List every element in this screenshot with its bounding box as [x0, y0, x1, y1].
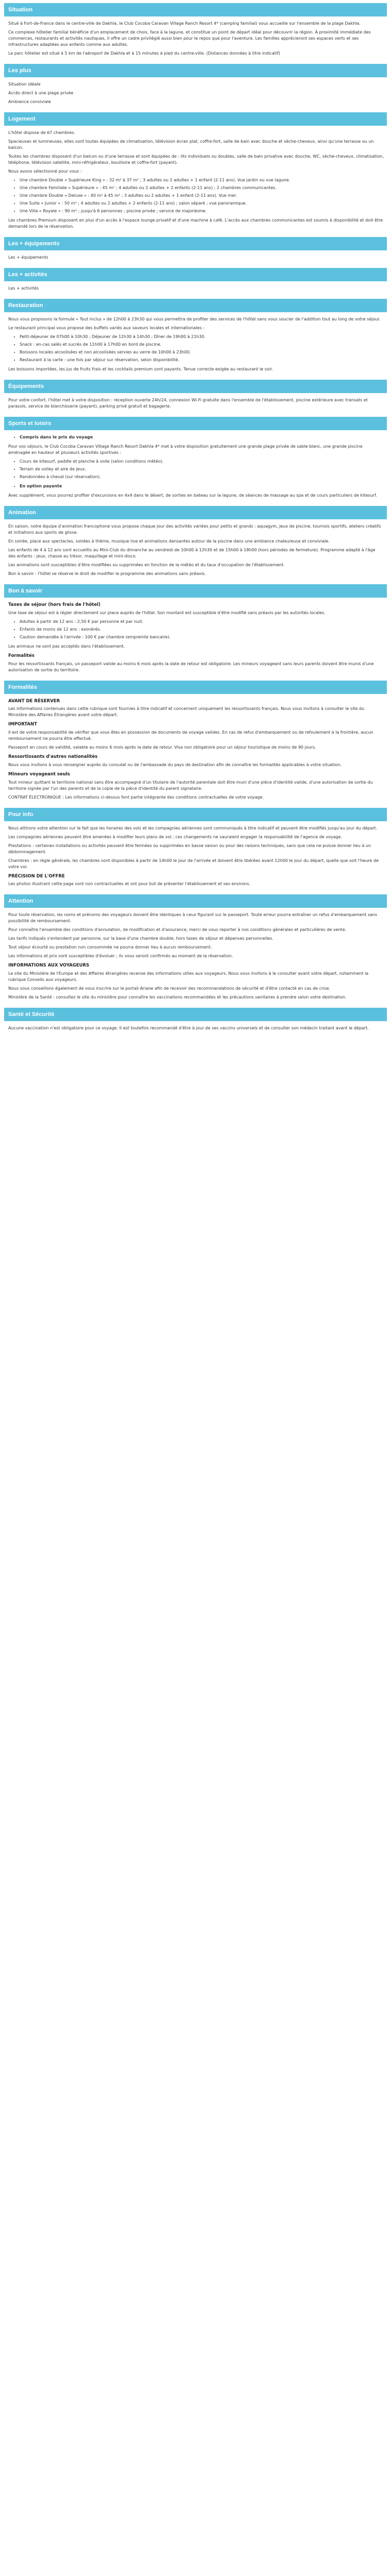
info-paragraph: Chambres : en règle générale, les chambres sont disponibles à partir de 14h00 le jour de l'arrivée et doivent être libérées avant 12h00 le jour du départ, quelle que soit l'heure de votre vol.: [8, 858, 379, 869]
bon-a-savoir-heading: Taxes de séjour (hors frais de l'hôtel): [8, 602, 101, 607]
info-paragraph: Nous attirons votre attention sur le fait que les horaires des vols et les compagnies aériennes sont communiqués à titre indicatif et peuvent être modifiés jusqu'au jour du départ.: [8, 825, 378, 831]
bon-a-savoir-list: [20, 619, 384, 640]
list-item: • Une Villa « Royale » : 90 m² ; jusqu'à 6 personnes ; piscine privée ; service de majordome.: [20, 208, 384, 214]
restauration-block: [4, 316, 387, 372]
bon-a-savoir-paragraph: Une taxe de séjour est à régler directement sur place auprès de l'hôtel. Son montant est susceptible d'être modifié sans préavis par les autorités locales.: [8, 610, 325, 615]
section-header-animation: Animation: [4, 506, 387, 519]
sante-paragraph: Aucune vaccination n'est obligatoire pour ce voyage. Il est toutefois recommandé d'être à jour de ses vaccins universels et de consulter son médecin traitant avant le départ.: [8, 1026, 369, 1030]
formalites-block: [4, 698, 387, 801]
info-block: [4, 825, 387, 888]
situation-block: [4, 21, 387, 57]
list-item: • Boissons locales alcoolisées et non alcoolisées servies au verre de 10h00 à 23h00.: [20, 349, 384, 355]
formalites-heading: IMPORTANT: [8, 722, 37, 727]
formalites-paragraph: Il est de votre responsabilité de vérifier que vous êtes en possession de documents de voyage valides. En cas de refus d'embarquement ou de refoulement à la frontière, aucun remboursement ne pourra être effectué.: [8, 730, 373, 741]
section-header-formalites: Formalités: [4, 681, 387, 694]
list-item: • Snack : en-cas salés et sucrés de 11h00 à 17h00 en bord de piscine.: [20, 342, 384, 348]
formalites-paragraph: Tout mineur quittant le territoire national sans être accompagné d'un titulaire de l'autorité parentale doit être muni d'une pièce d'identité valide, d'une autorisation de sortie du territoire signée par l'un des parents et de la copie de la pièce d'identité du parent signataire.: [8, 779, 373, 791]
plus-equipements-text: Les + équipements: [8, 255, 48, 260]
list-item: • Une chambre Double « Deluxe » : 40 m² à 45 m² ; 3 adultes ou 2 adultes + 1 enfant (2-11 ans). Vue mer.: [20, 193, 384, 199]
sports-block: [4, 434, 387, 499]
attention-paragraph: Pour toute réservation, les noms et prénoms des voyageurs doivent être identiques à ceux figurant sur le passeport. Toute erreur pourra entraîner un refus d'embarquement sans possibilité de remboursement.: [8, 912, 378, 924]
sports-payant-list: [20, 483, 384, 489]
sports-inclus-list: [20, 434, 384, 440]
situation-paragraph: Ce complexe hôtelier familial bénéficie d'un emplacement de choix, face à la lagune, et constitue un point de départ idéal pour découvrir la région. À proximité immédiate des commerces, restaurants et activités nautiques, il offre un cadre privilégié aussi bien pour le repos que pour l'aventure. Les familles apprécieront ses espaces verts et ses infrastructures adaptées aux enfants comme aux adultes.: [8, 30, 371, 47]
formalites-heading: Mineurs voyageant seuls: [8, 771, 70, 777]
logement-paragraph: Spacieuses et lumineuses, elles sont toutes équipées de climatisation, télévision écran plat, coffre-fort, salle de bain avec douche et sèche-cheveux, ainsi qu'une terrasse ou un balcon.: [8, 139, 374, 150]
animation-paragraph: En saison, notre équipe d'animation francophone vous propose chaque jour des activités variées pour petits et grands : aquagym, jeux de piscine, tournois sportifs, ateliers créatifs et initiations aux sports de glisse.: [8, 524, 381, 535]
section-header-sante: Santé et Sécurité: [4, 1008, 387, 1021]
attention-paragraph: Les informations et prix sont susceptibles d'évoluer ; ils vous seront confirmés au moment de la réservation.: [8, 954, 233, 959]
plus-equipements-block: [4, 255, 387, 261]
sports-payant-title: En option payante: [20, 484, 62, 488]
sports-inclus-title: Compris dans le prix du voyage: [20, 435, 93, 439]
formalites-heading: AVANT DE RÉSERVER: [8, 698, 60, 704]
animation-block: [4, 523, 387, 577]
animation-paragraph: En soirée, place aux spectacles, soirées à thème, musique live et animations dansantes autour de la piscine dans une ambiance chaleureuse et conviviale.: [8, 539, 330, 544]
attention-paragraph: Pour connaître l'ensemble des conditions d'annulation, de modification et d'assurance, merci de vous reporter à nos conditions générales et particulières de vente.: [8, 927, 347, 933]
info-paragraph: Les compagnies aériennes peuvent être amenées à modifier leurs plans de vol ; ces changements ne sauraient engager la responsabilité de l'agence de voyage.: [8, 834, 343, 839]
bon-a-savoir-paragraph: Pour les ressortissants français, un passeport valide au moins 6 mois après la date de retour est obligatoire. Les mineurs voyageant sans leurs parents doivent être munis d'une autorisation de sortie du territoire.: [8, 661, 374, 672]
restauration-paragraph: Le restaurant principal vous propose des buffets variés aux saveurs locales et internationales :: [8, 326, 205, 330]
plus-block: [4, 81, 387, 105]
list-item: • Terrain de volley et aire de jeux.: [20, 466, 384, 472]
attention-paragraph: Tout séjour écourté ou prestation non consommée ne pourra donner lieu à aucun remboursement.: [8, 945, 212, 950]
logement-paragraph: L'hôtel dispose de 67 chambres.: [8, 130, 75, 135]
bon-a-savoir-heading: Formalités: [8, 653, 35, 658]
list-item: • Adultes à partir de 12 ans : 2,50 € par personne et par nuit.: [20, 619, 384, 625]
equipements-block: [4, 397, 387, 410]
plus-item: Situation idéale: [8, 82, 41, 87]
sports-inclus-text: Pour vos séjours, le Club Cocoba Caravan Village Ranch Resort Dakhla 4* met à votre disposition gratuitement une grande plage privée de sable blanc, une grande piscine aménagée en hauteur et plusieurs activités sportives :: [8, 444, 363, 455]
restauration-paragraph: Nous vous proposons la formule « Tout inclus » de 12h00 à 23h30 qui vous permettra de profiter des services de l'hôtel sans vous soucier de l'addition tout au long de votre séjour.: [8, 317, 381, 321]
attention-paragraph: Les tarifs indiqués s'entendent par personne, sur la base d'une chambre double, hors taxes de séjour et dépenses personnelles.: [8, 936, 274, 941]
logement-subtitle: Nous avons sélectionné pour vous :: [8, 169, 82, 174]
section-header-attention: Attention: [4, 894, 387, 908]
attention-heading: INFORMATIONS AUX VOYAGEURS: [8, 963, 89, 969]
info-paragraph: Prestations : certaines installations ou activités peuvent être fermées ou supprimées en basse saison ou pour des raisons techniques, sans que cela ne puisse donner lieu à un dédommagement.: [8, 843, 371, 854]
list-item: • Restaurant à la carte : une fois par séjour sur réservation, selon disponibilité.: [20, 357, 384, 363]
attention-block: [4, 912, 387, 1001]
animation-paragraph: Les animations sont susceptibles d'être modifiées ou supprimées en fonction de la météo et du taux d'occupation de l'établissement.: [8, 563, 285, 567]
list-item: • Cours de kitesurf, paddle et planche à voile (selon conditions météo).: [20, 459, 384, 465]
restauration-list: [20, 334, 384, 363]
bon-a-savoir-paragraph: Les animaux ne sont pas acceptés dans l'établissement.: [8, 643, 125, 649]
section-header-logement: Logement: [4, 112, 387, 126]
formalites-paragraph: Nous vous invitons à vous renseigner auprès du consulat ou de l'ambassade du pays de destination afin de connaître les formalités applicables à votre situation.: [8, 762, 342, 767]
sports-inclus-heading: [20, 434, 384, 440]
plus-item: Ambiance conviviale: [8, 99, 51, 104]
list-item: • Randonnées à cheval (sur réservation).: [20, 474, 384, 480]
formalites-heading: Ressortissants d'autres nationalités: [8, 754, 98, 759]
attention-paragraph: Nous vous conseillons également de vous inscrire sur le portail Ariane afin de recevoir des recommandations de sécurité et d'être contacté en cas de crise.: [8, 986, 331, 991]
list-item: • Une chambre Double « Supérieure King » : 32 m² à 37 m² ; 3 adultes ou 2 adultes + 1 enfant (2-11 ans). Vue jardin ou vue lagune.: [20, 177, 384, 183]
list-item: • Une Suite « Junior » : 50 m² ; 4 adultes ou 2 adultes + 2 enfants (2-11 ans) ; salon séparé ; vue panoramique.: [20, 200, 384, 207]
section-header-plus: Les plus: [4, 64, 387, 77]
list-item: • Caution demandée à l'arrivée : 100 € par chambre (empreinte bancaire).: [20, 634, 384, 640]
list-item: • Petit-déjeuner de 07h00 à 10h30 ; Déjeuner de 12h30 à 14h30 ; Dîner de 19h00 à 21h30.: [20, 334, 384, 340]
section-header-info: Pour info: [4, 808, 387, 821]
section-header-bon-a-savoir: Bon à savoir: [4, 584, 387, 598]
sante-block: [4, 1025, 387, 1031]
section-header-plus-activites: Les + activités: [4, 268, 387, 281]
list-item: • Enfants de moins de 12 ans : exonérés.: [20, 626, 384, 633]
section-header-restauration: Restauration: [4, 299, 387, 312]
attention-paragraph: Le site du Ministère de l'Europe et des Affaires étrangères recense des informations utiles aux voyageurs. Nous vous invitons à le consulter avant votre départ, notamment la rubrique Conseils aux voyageurs.: [8, 971, 369, 982]
formalites-paragraph: CONTRAT ÉLECTRONIQUE : Les informations ci-dessus font partie intégrante des conditions contractuelles de votre voyage.: [8, 794, 264, 800]
formalites-paragraph: Les informations contenues dans cette rubrique sont fournies à titre indicatif et concernent uniquement les ressortissants français. Nous vous invitons à consulter le site du Ministère des Affaires Étrangères avant votre départ.: [8, 706, 365, 718]
sports-inclus-items: [20, 459, 384, 480]
section-header-plus-equipements: Les + équipements: [4, 237, 387, 250]
attention-paragraph: Ministère de la Santé : consultez le site du ministère pour connaître les vaccinations recommandées et les précautions sanitaires à prendre selon votre destination.: [8, 995, 347, 999]
sports-payant-text: Avec supplément, vous pourrez profiter d'excursions en 4x4 dans le désert, de sorties en bateau sur la lagune, de séances de massage au spa et de cours particuliers de kitesurf.: [8, 493, 377, 498]
equipements-text: Pour votre confort, l'hôtel met à votre disposition : réception ouverte 24h/24, connexion Wi-Fi gratuite dans l'ensemble de l'établissement, piscine extérieure avec transats et parasols, service de blanchisserie (payant), parking privé gratuit et bagagerie.: [8, 398, 368, 409]
animation-paragraph: Les enfants de 4 à 12 ans sont accueillis au Mini-Club du dimanche au vendredi de 10h00 à 12h30 et de 15h00 à 18h00 (hors périodes de fermeture). Programme adapté à l'âge des enfants : jeux, chasse au trésor, maquillage et mini-disco.: [8, 548, 376, 558]
info-paragraph: Les photos illustrant cette page sont non contractuelles et ont pour but de présenter l'établissement et ses environs.: [8, 882, 251, 887]
situation-paragraph: Situé à Fort-de-France dans le centre-ville de Dakhla, le Club Cocoba Caravan Village Ranch Resort 4* (camping familial) vous accueille sur l'ensemble de la plage Dakhla.: [8, 21, 361, 26]
logement-paragraph: Toutes les chambres disposent d'un balcon ou d'une terrasse et sont équipées de : lits individuels ou doubles, salle de bain privative avec douche, WC, sèche-cheveux, climatisation, téléphone, télévision satellite, mini-réfrigérateur, bouilloire et coffre-fort (payant).: [8, 154, 384, 165]
sports-payant-heading: [20, 483, 384, 489]
plus-activites-text: Les + activités: [8, 286, 39, 291]
list-item: • Une chambre Familiale « Supérieure » : 45 m² ; 4 adultes ou 2 adultes + 2 enfants (2-11 ans) ; 2 chambres communicantes.: [20, 185, 384, 191]
logement-note: Les chambres Premium disposent en plus d'un accès à l'espace lounge privatif et d'une machine à café. L'accès aux chambres communicantes est soumis à disponibilité et doit être demandé lors de la réservation.: [8, 218, 383, 229]
plus-item: Accès direct à une plage privée: [8, 91, 74, 95]
bon-a-savoir-block: [4, 602, 387, 673]
animation-paragraph: Bon à savoir : l'hôtel se réserve le droit de modifier le programme des animations sans préavis.: [8, 571, 206, 576]
restauration-note: Les boissons importées, les jus de fruits frais et les cocktails premium sont payants. Tenue correcte exigée au restaurant le soir.: [8, 367, 273, 371]
info-heading: PRÉCISION DE L'OFFRE: [8, 873, 65, 879]
formalites-paragraph: Passeport en cours de validité, valable au moins 6 mois après la date de retour. Visa non obligatoire pour un séjour touristique de moins de 90 jours.: [8, 745, 316, 750]
page-content: [0, 3, 391, 1031]
situation-paragraph: Le parc hôtelier est situé à 5 km de l'aéroport de Dakhla et à 15 minutes à pied du centre-ville. (Distances données à titre indicatif): [8, 51, 281, 56]
plus-activites-block: [4, 285, 387, 292]
section-header-sports: Sports et loisirs: [4, 417, 387, 430]
section-header-situation: Situation: [4, 3, 387, 16]
logement-block: [4, 130, 387, 230]
logement-list: [20, 177, 384, 214]
section-header-equipements: Équipements: [4, 380, 387, 393]
